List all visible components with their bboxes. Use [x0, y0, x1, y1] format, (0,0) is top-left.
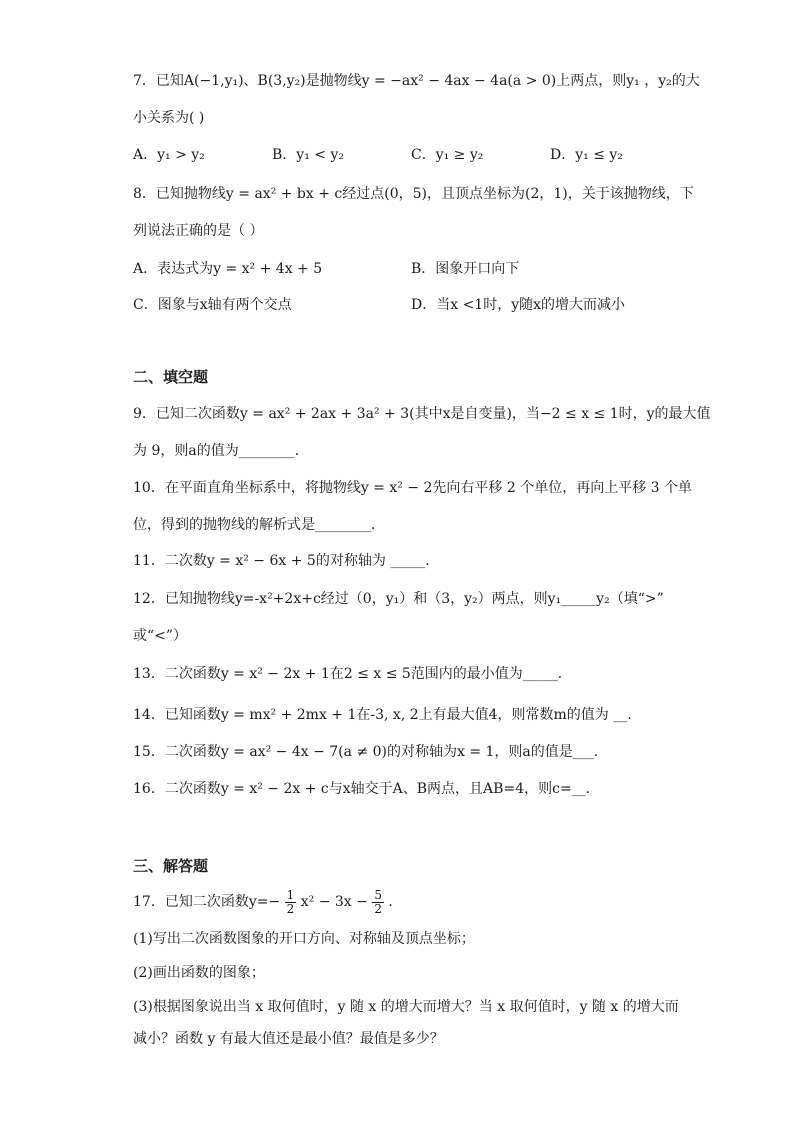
q17-suffix: ． [388, 894, 403, 910]
q14-line: 14．已知函数y = mx² + 2mx + 1在-3, x, 2上有最大值4，则常数m的值为 __. [133, 707, 632, 723]
q7-stem-line2: 小关系为( ) [133, 110, 205, 126]
q15-line: 15．二次函数y = ax² − 4x − 7(a ≠ 0)的对称轴为x = 1，则a的值是___． [133, 744, 608, 760]
q8-option-b: B．图象开口向下 [411, 261, 520, 277]
q17-fraction-2-denominator: 2 [374, 901, 382, 916]
q11-line: 11．二次数y = x² − 6x + 5的对称轴为 _____． [133, 553, 440, 569]
q13-line: 13．二次函数y = x² − 2x + 1在2 ≤ x ≤ 5范围内的最小值为_____． [133, 666, 572, 682]
q12-line2: 或“<”） [133, 628, 188, 644]
q17-fraction-1-numerator: 1 [286, 887, 295, 902]
q16-line: 16．二次函数y = x² − 2x + c与x轴交于A、B两点，且AB=4，则c=__． [133, 781, 600, 797]
section-heading-answer: 三、解答题 [133, 857, 209, 875]
q8-stem-line1: 8．已知抛物线y = ax² + bx + c经过点(0，5)，且顶点坐标为(2，1)，关于该抛物线，下 [133, 186, 694, 202]
q7-option-d: D．y₁ ≤ y₂ [550, 147, 623, 163]
q17-stem [133, 888, 402, 916]
q8-stem-line2: 列说法正确的是（ ） [133, 223, 264, 239]
q7-option-b: B．y₁ < y₂ [272, 147, 344, 163]
q17-prefix: 17．已知二次函数y=− [133, 894, 281, 910]
q17-part1: (1)写出二次函数图象的开口方向、对称轴及顶点坐标； [133, 931, 475, 947]
q8-option-c: C．图象与x轴有两个交点 [133, 297, 292, 313]
q17-fraction-1 [285, 889, 297, 916]
q10-line1: 10．在平面直角坐标系中，将抛物线y = x² − 2先向右平移 2 个单位，再向上平移 3 个单 [133, 480, 693, 496]
q9-line2: 为 9，则a的值为________． [133, 443, 309, 459]
q17-middle: x² − 3x − [300, 894, 368, 910]
q17-part3-line2: 减小？函数 y 有最大值还是最小值？最值是多少？ [133, 1031, 444, 1047]
q10-line2: 位，得到的抛物线的解析式是________． [133, 517, 385, 533]
q8-option-a: A．表达式为y = x² + 4x + 5 [133, 261, 323, 277]
q12-line1: 12．已知抛物线y=-x²+2x+c经过（0，y₁）和（3，y₂）两点，则y₁_____y₂（填“>” [133, 591, 664, 607]
section-heading-fill: 二、填空题 [133, 368, 209, 386]
q17-fraction-2-numerator: 5 [374, 887, 382, 902]
q7-option-a: A．y₁ > y₂ [133, 147, 205, 163]
q17-part2: (2)画出函数的图象； [133, 965, 265, 981]
q7-stem-line1: 7．已知A(−1,y₁)、B(3,y₂)是抛物线y = −ax² − 4ax − 4a(a > 0)上两点，则y₁ ，y₂的大 [133, 73, 700, 89]
q7-option-c: C．y₁ ≥ y₂ [411, 147, 484, 163]
q17-fraction-2 [372, 889, 384, 916]
q17-part3-line1: (3)根据图象说出当 x 取何值时，y 随 x 的增大而增大？当 x 取何值时，y 随 x 的增大而 [133, 999, 679, 1015]
q17-fraction-1-denominator: 2 [286, 901, 295, 916]
q9-line1: 9．已知二次函数y = ax² + 2ax + 3a² + 3(其中x是自变量)，当−2 ≤ x ≤ 1时，y的最大值 [133, 406, 711, 422]
q8-option-d: D．当x <1时，y随x的增大而减小 [411, 297, 626, 313]
